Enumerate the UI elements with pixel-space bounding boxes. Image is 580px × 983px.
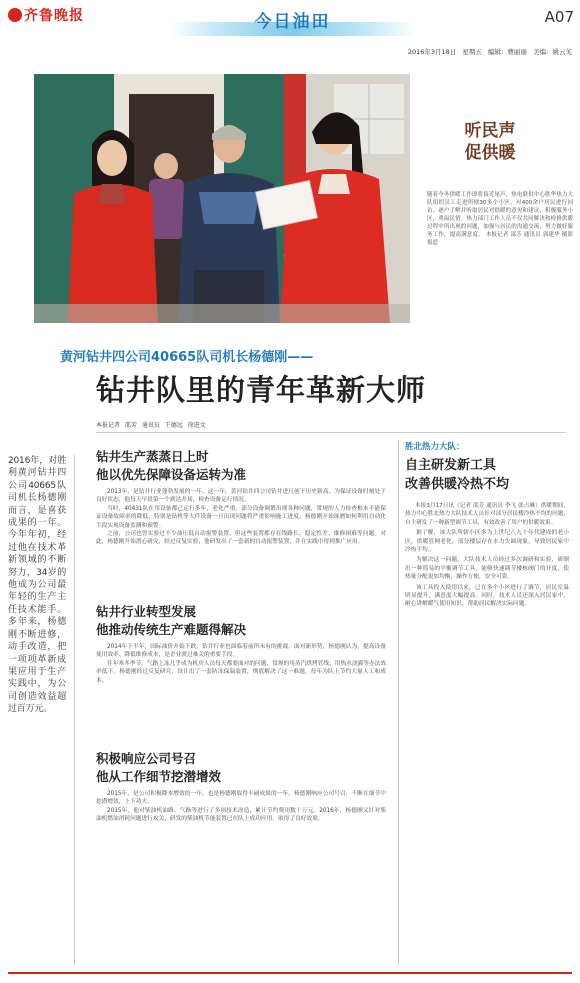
section-2-heading-2: 他推动传统生产难题得解决 — [96, 622, 247, 637]
side-headline-line1: 听民声 — [464, 121, 516, 141]
section-1-heading-1: 钻井生产蒸蒸日上时 — [96, 449, 209, 464]
section-2-paragraph: 2014年下半年，国际油价开始下跌，钻井行业也面临着前所未有的挑战。面对新形势，杨德刚认为，提高设备使用效率、降低维修成本，是企业渡过难关的重要手段。 — [96, 644, 386, 659]
section-1-paragraph: 当时，40431队在用设备都已运行多年，老化严重，部分设备频繁出现各种问题，常规的人力检查根本不能保证设备故障率的降低，特别是钻机等大件设备一旦出现问题将严重影响施工进度。杨德刚开始琢磨如何利用自动化手段实现设备监测和预警。 — [96, 505, 386, 529]
issue-weekday: 星期五 — [462, 48, 482, 56]
section-3 — [96, 750, 386, 824]
logo-seal-icon — [8, 8, 22, 22]
news-photo — [34, 74, 410, 323]
editor-credit: 编辑：曹丽丽 — [487, 48, 527, 56]
right-article-paragraph: 为解决这一问题，大队技术人员经过多次调研和实验，研制出一种简易的平衡调节工具，能够快速调节楼栋阀门的开度，使热量分配更加均衡，操作方便，安全可靠。 — [405, 557, 569, 581]
issue-date: 2016年3月18日 — [407, 48, 457, 56]
section-2 — [96, 603, 386, 685]
section-1 — [96, 448, 386, 547]
right-headline-line1: 自主研发新工具 — [405, 458, 497, 473]
right-headline-line2: 改善供暖冷热不均 — [405, 477, 510, 492]
divider — [96, 432, 566, 433]
section-1-heading-2: 他以优先保障设备运转为准 — [96, 467, 247, 482]
right-article-paragraph: 该工具投入使用以来，已在多个小区进行了调节，居民室温明显提升，满意度大幅提高。同时，技术人员还深入居民家中，耐心讲解暖气使用知识，帮助居民解决实际问题。 — [405, 584, 569, 608]
section-2-heading-1: 钻井行业转型发展 — [96, 604, 197, 619]
section-title: 今日油田 — [254, 12, 331, 32]
section-1-paragraph: 之前，公司也曾实验过不少油压低自动报警装置，但这些装置都存在线路长、稳定性差、维修困难等问题。对此，杨德刚开始潜心研究，经过反复实验，他研发出了一套新的自动报警装置，并在实践中得到推广应用。 — [96, 531, 386, 546]
newspaper-logo — [8, 5, 84, 25]
photo-caption-text: 随着今冬供暖工作即将接近尾声，热电联供中心胜华热力大队组织员工走进所辖30多个小区，对400余户居民进行回访、逐户了解并听取居民对供暖的意见和建议，积极服务小区，重温民情。热力部门工作人员不仅共同解决和检修供暖过程中所出现的问题，加强与居民的沟通交流，努力做好服务工作，提高满意度。 — [427, 192, 573, 238]
column-divider-right — [398, 440, 399, 965]
photo-illustration — [34, 74, 410, 323]
section-3-paragraph: 2015年，是公司积极降本增效的一年，也是杨德刚取得丰硕成果的一年。杨德刚响应公司号召，不断在细节中挖潜增效，上下功夫。 — [96, 791, 386, 806]
designer-credit: 美编：姚云芙 — [533, 48, 572, 56]
photo-caption — [427, 191, 573, 247]
photo-credit: 本报记者 邵芳 通讯员 郭建华 摄影报道 — [427, 232, 573, 246]
section-3-paragraph: 2015年，他对柴油机油路、气路等进行了多项技术改造，累计节约费用数十万元。2016年，杨德刚又针对柴油机燃油消耗问题进行攻关，研发的柴油机节能装置已在队上成功应用，取得了良好效果。 — [96, 807, 386, 823]
section-1-paragraph: 2013年，是钻井行业蓬勃发展的一年，这一年，黄河钻井四公司钻井进尺创下历史新高，为保证设备时刻处于良好状态，他每天早晨第一个到达井场，检查设备运行情况。 — [96, 489, 386, 504]
column-divider-left — [74, 455, 75, 965]
section-3-heading-2: 他从工作细节挖潜增效 — [96, 769, 222, 784]
side-headline-line2: 促供暖 — [464, 143, 516, 163]
right-article-lead: 本报3月17日讯（记者 邵芳 通讯员 李飞 张占琳）供暖期间，热力中心胜北热力大队技术人员针对部分居民楼冷热不均的问题，自主研发了一种新型调节工具，有效改善了用户的供暖效果。 — [405, 503, 569, 526]
section-banner — [170, 0, 415, 36]
masthead — [0, 0, 580, 38]
main-byline: 本报记者 邵芳 通讯员 王德远 徐进文 — [96, 422, 206, 429]
right-article-kicker: 胜北热力大队： — [405, 442, 465, 452]
section-3-heading-1: 积极响应公司号召 — [96, 751, 197, 766]
dateline — [408, 47, 572, 56]
main-headline: 钻井队里的青年革新大师 — [96, 373, 427, 407]
bottom-rule — [8, 972, 572, 974]
lead-column: 2016年，对胜利黄河钻井四公司40665队司机长杨德刚而言，是喜获成果的一年。今年年初，经过他在技术革新领域的不断努力，34岁的他成为公司最年轻的生产主任技术能手。多年来，杨德刚不断进修，动手改造，把一项项革新成果应用于生产实践中，为公司创造效益超过百万元。 — [8, 456, 66, 715]
main-kicker: 黄河钻井四公司40665队司机长杨德刚—— — [60, 350, 314, 365]
right-article-paragraph: 据了解，该大队所辖小区多为上世纪八九十年代建成的老小区，供暖管网老化，部分楼层存在水力失调现象，导致居民家中冷热不均。 — [405, 530, 569, 554]
right-article — [405, 440, 569, 609]
page-number: A07 — [544, 8, 574, 26]
side-article-headline — [415, 120, 565, 164]
logo-text: 齐鲁晚报 — [24, 8, 84, 24]
section-2-paragraph: 往年寒冬季节，气路上冻几乎成为机房人员每天都要面对的问题，常规的用蒸汽烘烤管线、用热水浇灌等办法效率低下。杨德刚经过反复研究，设计出了一套防冻保温装置，彻底解决了这一难题，每年为队上节约大量人工和成本。 — [96, 660, 386, 684]
